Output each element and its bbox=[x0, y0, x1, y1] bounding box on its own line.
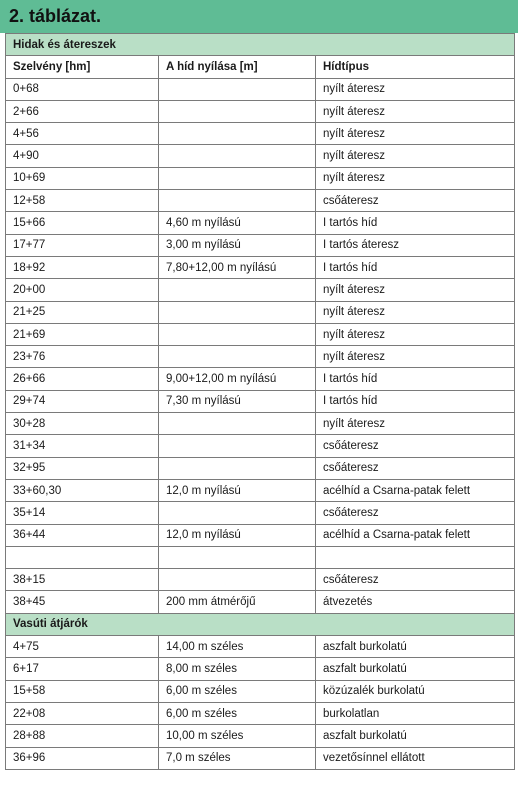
table-cell: 12,0 m nyílású bbox=[159, 479, 316, 501]
table-row bbox=[6, 413, 515, 435]
table-cell: 26+66 bbox=[6, 368, 159, 390]
table-row bbox=[6, 636, 515, 658]
table-cell: 29+74 bbox=[6, 390, 159, 412]
table-row bbox=[6, 680, 515, 702]
table-row bbox=[6, 479, 515, 501]
table-cell: I tartós híd bbox=[316, 390, 515, 412]
table-row bbox=[6, 234, 515, 256]
table-cell bbox=[159, 279, 316, 301]
table-cell: 15+58 bbox=[6, 680, 159, 702]
table-cell: 6+17 bbox=[6, 658, 159, 680]
column-header-row bbox=[6, 56, 515, 78]
table-row bbox=[6, 256, 515, 278]
table-cell: 21+25 bbox=[6, 301, 159, 323]
table-cell bbox=[159, 346, 316, 368]
table-cell bbox=[159, 323, 316, 345]
table-cell: 22+08 bbox=[6, 702, 159, 724]
table-cell: 7,0 m széles bbox=[159, 747, 316, 769]
table-cell: nyílt áteresz bbox=[316, 78, 515, 100]
table-cell: 6,00 m széles bbox=[159, 702, 316, 724]
table-row bbox=[6, 190, 515, 212]
table-cell: nyílt áteresz bbox=[316, 323, 515, 345]
table-cell: burkolatlan bbox=[316, 702, 515, 724]
column-header: Hídtípus bbox=[316, 56, 515, 78]
table-row bbox=[6, 100, 515, 122]
table-row bbox=[6, 457, 515, 479]
table-cell: 0+68 bbox=[6, 78, 159, 100]
table-cell bbox=[159, 413, 316, 435]
table-body bbox=[6, 34, 515, 770]
table-cell: I tartós áteresz bbox=[316, 234, 515, 256]
table-cell: vezetősínnel ellátott bbox=[316, 747, 515, 769]
table-cell: aszfalt burkolatú bbox=[316, 636, 515, 658]
table-cell: nyílt áteresz bbox=[316, 100, 515, 122]
table-row bbox=[6, 323, 515, 345]
table-row bbox=[6, 502, 515, 524]
table-cell: 10+69 bbox=[6, 167, 159, 189]
table-cell: 9,00+12,00 m nyílású bbox=[159, 368, 316, 390]
table-title: 2. táblázat. bbox=[0, 0, 518, 33]
table-cell: I tartós híd bbox=[316, 368, 515, 390]
table-cell: 20+00 bbox=[6, 279, 159, 301]
table-cell: 31+34 bbox=[6, 435, 159, 457]
table-cell: 3,00 m nyílású bbox=[159, 234, 316, 256]
table-cell: nyílt áteresz bbox=[316, 279, 515, 301]
table-cell: 12+58 bbox=[6, 190, 159, 212]
table-cell: 32+95 bbox=[6, 457, 159, 479]
table-cell bbox=[159, 145, 316, 167]
table-cell: csőáteresz bbox=[316, 502, 515, 524]
table-cell: I tartós híd bbox=[316, 256, 515, 278]
table-cell: csőáteresz bbox=[316, 457, 515, 479]
table-cell: csőáteresz bbox=[316, 435, 515, 457]
table-row bbox=[6, 747, 515, 769]
table-cell bbox=[159, 78, 316, 100]
table-cell bbox=[159, 435, 316, 457]
table-row bbox=[6, 524, 515, 546]
table-row bbox=[6, 346, 515, 368]
section-header-row bbox=[6, 34, 515, 56]
section-label: Hidak és átereszek bbox=[6, 34, 515, 56]
table-cell: aszfalt burkolatú bbox=[316, 725, 515, 747]
table-cell bbox=[159, 301, 316, 323]
column-header: A híd nyílása [m] bbox=[159, 56, 316, 78]
table-cell: közúzalék burkolatú bbox=[316, 680, 515, 702]
table-cell bbox=[159, 100, 316, 122]
table-row bbox=[6, 390, 515, 412]
table-cell: nyílt áteresz bbox=[316, 167, 515, 189]
table-cell: 7,80+12,00 m nyílású bbox=[159, 256, 316, 278]
table-cell: 33+60,30 bbox=[6, 479, 159, 501]
table-cell: nyílt áteresz bbox=[316, 123, 515, 145]
table-cell: 17+77 bbox=[6, 234, 159, 256]
table-row bbox=[6, 301, 515, 323]
table-row bbox=[6, 167, 515, 189]
table-cell: 23+76 bbox=[6, 346, 159, 368]
table-row bbox=[6, 569, 515, 591]
column-header: Szelvény [hm] bbox=[6, 56, 159, 78]
table-row bbox=[6, 123, 515, 145]
table-row bbox=[6, 368, 515, 390]
section-label: Vasúti átjárók bbox=[6, 613, 515, 635]
table-cell bbox=[159, 123, 316, 145]
table-cell: csőáteresz bbox=[316, 190, 515, 212]
table-cell: nyílt áteresz bbox=[316, 145, 515, 167]
table-cell: átvezetés bbox=[316, 591, 515, 613]
table-cell: 4+56 bbox=[6, 123, 159, 145]
table-cell: 15+66 bbox=[6, 212, 159, 234]
table-cell: 12,0 m nyílású bbox=[159, 524, 316, 546]
table-cell: 38+15 bbox=[6, 569, 159, 591]
table-row bbox=[6, 702, 515, 724]
table-cell: 30+28 bbox=[6, 413, 159, 435]
table-row bbox=[6, 212, 515, 234]
table-row bbox=[6, 546, 515, 568]
table-cell: 200 mm átmérőjű bbox=[159, 591, 316, 613]
table-cell: 18+92 bbox=[6, 256, 159, 278]
table-cell: 4+90 bbox=[6, 145, 159, 167]
table-cell: 38+45 bbox=[6, 591, 159, 613]
table-cell: 14,00 m széles bbox=[159, 636, 316, 658]
table-row bbox=[6, 725, 515, 747]
table-cell: 10,00 m széles bbox=[159, 725, 316, 747]
table-cell: 35+14 bbox=[6, 502, 159, 524]
table-cell: 7,30 m nyílású bbox=[159, 390, 316, 412]
table-cell bbox=[316, 546, 515, 568]
table-row bbox=[6, 145, 515, 167]
data-table bbox=[5, 33, 515, 770]
table-row bbox=[6, 78, 515, 100]
table-cell: acélhíd a Csarna-patak felett bbox=[316, 479, 515, 501]
table-cell bbox=[159, 502, 316, 524]
table-cell bbox=[6, 546, 159, 568]
table-cell bbox=[159, 569, 316, 591]
table-cell: nyílt áteresz bbox=[316, 346, 515, 368]
table-cell: csőáteresz bbox=[316, 569, 515, 591]
table-cell: 4,60 m nyílású bbox=[159, 212, 316, 234]
table-cell: nyílt áteresz bbox=[316, 301, 515, 323]
table-cell bbox=[159, 190, 316, 212]
table-cell bbox=[159, 546, 316, 568]
table-cell: 6,00 m széles bbox=[159, 680, 316, 702]
table-cell: 2+66 bbox=[6, 100, 159, 122]
table-row bbox=[6, 279, 515, 301]
table-cell bbox=[159, 167, 316, 189]
table-cell: nyílt áteresz bbox=[316, 413, 515, 435]
table-cell: 4+75 bbox=[6, 636, 159, 658]
table-cell: 28+88 bbox=[6, 725, 159, 747]
table-cell: aszfalt burkolatú bbox=[316, 658, 515, 680]
table-cell: 8,00 m széles bbox=[159, 658, 316, 680]
table-cell: I tartós híd bbox=[316, 212, 515, 234]
table-cell: 36+96 bbox=[6, 747, 159, 769]
table-row bbox=[6, 435, 515, 457]
table-cell bbox=[159, 457, 316, 479]
table-cell: acélhíd a Csarna-patak felett bbox=[316, 524, 515, 546]
section-header-row bbox=[6, 613, 515, 635]
table-row bbox=[6, 658, 515, 680]
table-cell: 36+44 bbox=[6, 524, 159, 546]
table-row bbox=[6, 591, 515, 613]
table-cell: 21+69 bbox=[6, 323, 159, 345]
